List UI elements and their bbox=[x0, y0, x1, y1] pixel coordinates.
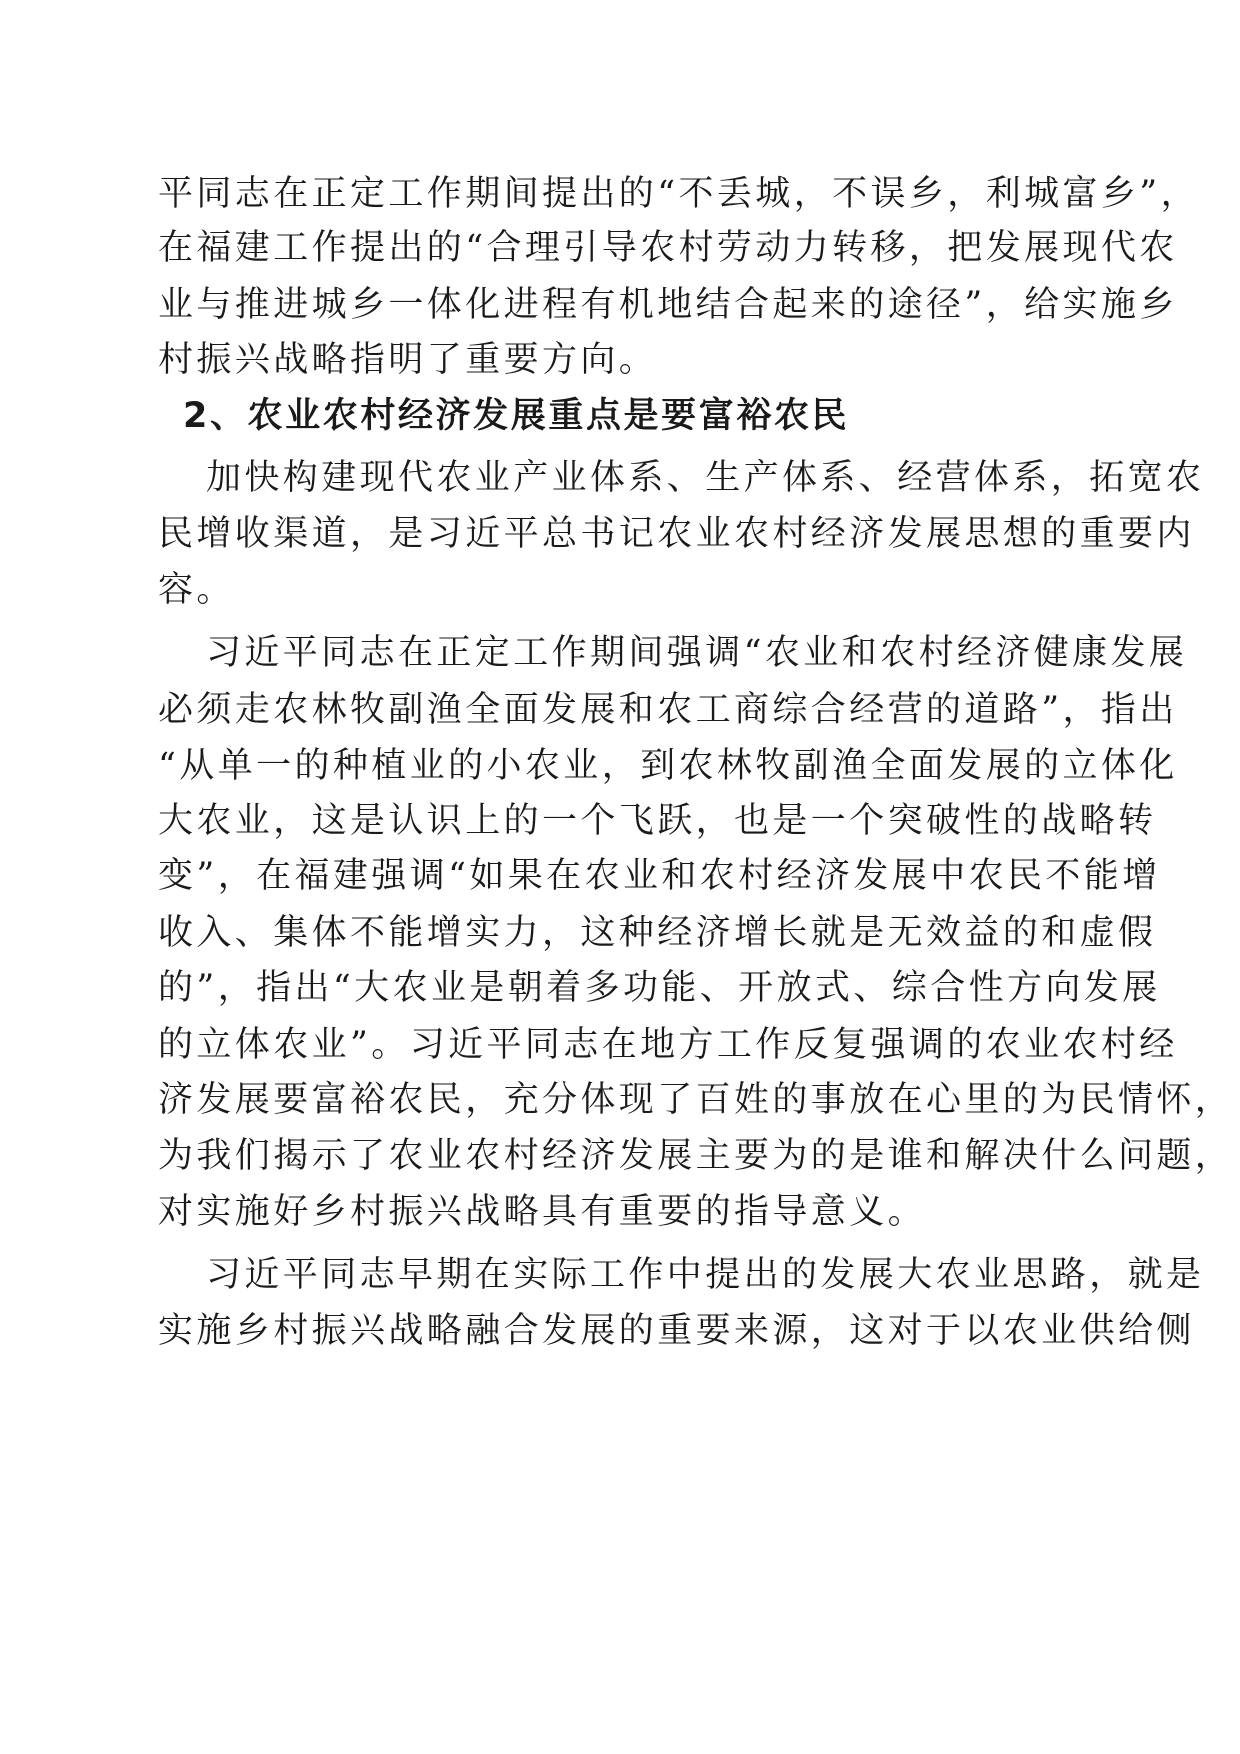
paragraph-line: 的”，指出“大农业是朝着多功能、开放式、综合性方向发展 bbox=[158, 968, 1161, 1008]
paragraph-line: 业与推进城乡一体化进程有机地结合起来的途径”，给实施乡 bbox=[158, 285, 1178, 325]
paragraph-line: 习近平同志在正定工作期间强调“农业和农村经济健康发展 bbox=[206, 633, 1188, 673]
paragraph-line: 民增收渠道，是习近平总书记农业农村经济发展思想的重要内 bbox=[158, 514, 1195, 554]
paragraph-line: “从单一的种植业的小农业，到农林牧副渔全面发展的立体化 bbox=[158, 746, 1178, 786]
paragraph-line: 收入、集体不能增实力，这种经济增长就是无效益的和虚假 bbox=[158, 913, 1157, 953]
paragraph-line: 的立体农业”。习近平同志在地方工作反复强调的农业农村经 bbox=[158, 1025, 1178, 1065]
paragraph-line: 对实施好乡村振兴战略具有重要的指导意义。 bbox=[158, 1192, 927, 1232]
paragraph-line: 必须走农林牧副渔全面发展和农工商综合经营的道路”，指出 bbox=[158, 690, 1178, 730]
paragraph-line: 加快构建现代农业产业体系、生产体系、经营体系，拓宽农 bbox=[206, 458, 1205, 498]
paragraph-line: 村振兴战略指明了重要方向。 bbox=[158, 340, 658, 380]
paragraph-line: 习近平同志早期在实际工作中提出的发展大农业思路，就是 bbox=[206, 1255, 1205, 1295]
paragraph-line: 为我们揭示了农业农村经济发展主要为的是谁和解决什么问题， bbox=[158, 1136, 1234, 1176]
paragraph-line: 大农业，这是认识上的一个飞跃，也是一个突破性的战略转 bbox=[158, 801, 1157, 841]
paragraph-line: 容。 bbox=[158, 570, 235, 610]
paragraph-line: 实施乡村振兴战略融合发展的重要来源，这对于以农业供给侧 bbox=[158, 1311, 1195, 1351]
paragraph-line: 平同志在正定工作期间提出的“不丢城，不误乡，利城富乡”， bbox=[158, 174, 1199, 214]
section-heading: 2、农业农村经济发展重点是要富裕农民 bbox=[183, 396, 850, 436]
paragraph-line: 变”，在福建强调“如果在农业和农村经济发展中农民不能增 bbox=[158, 856, 1161, 896]
paragraph-line: 在福建工作提出的“合理引导农村劳动力转移，把发展现代农 bbox=[158, 228, 1178, 268]
paragraph-line: 济发展要富裕农民，充分体现了百姓的事放在心里的为民情怀， bbox=[158, 1080, 1234, 1120]
